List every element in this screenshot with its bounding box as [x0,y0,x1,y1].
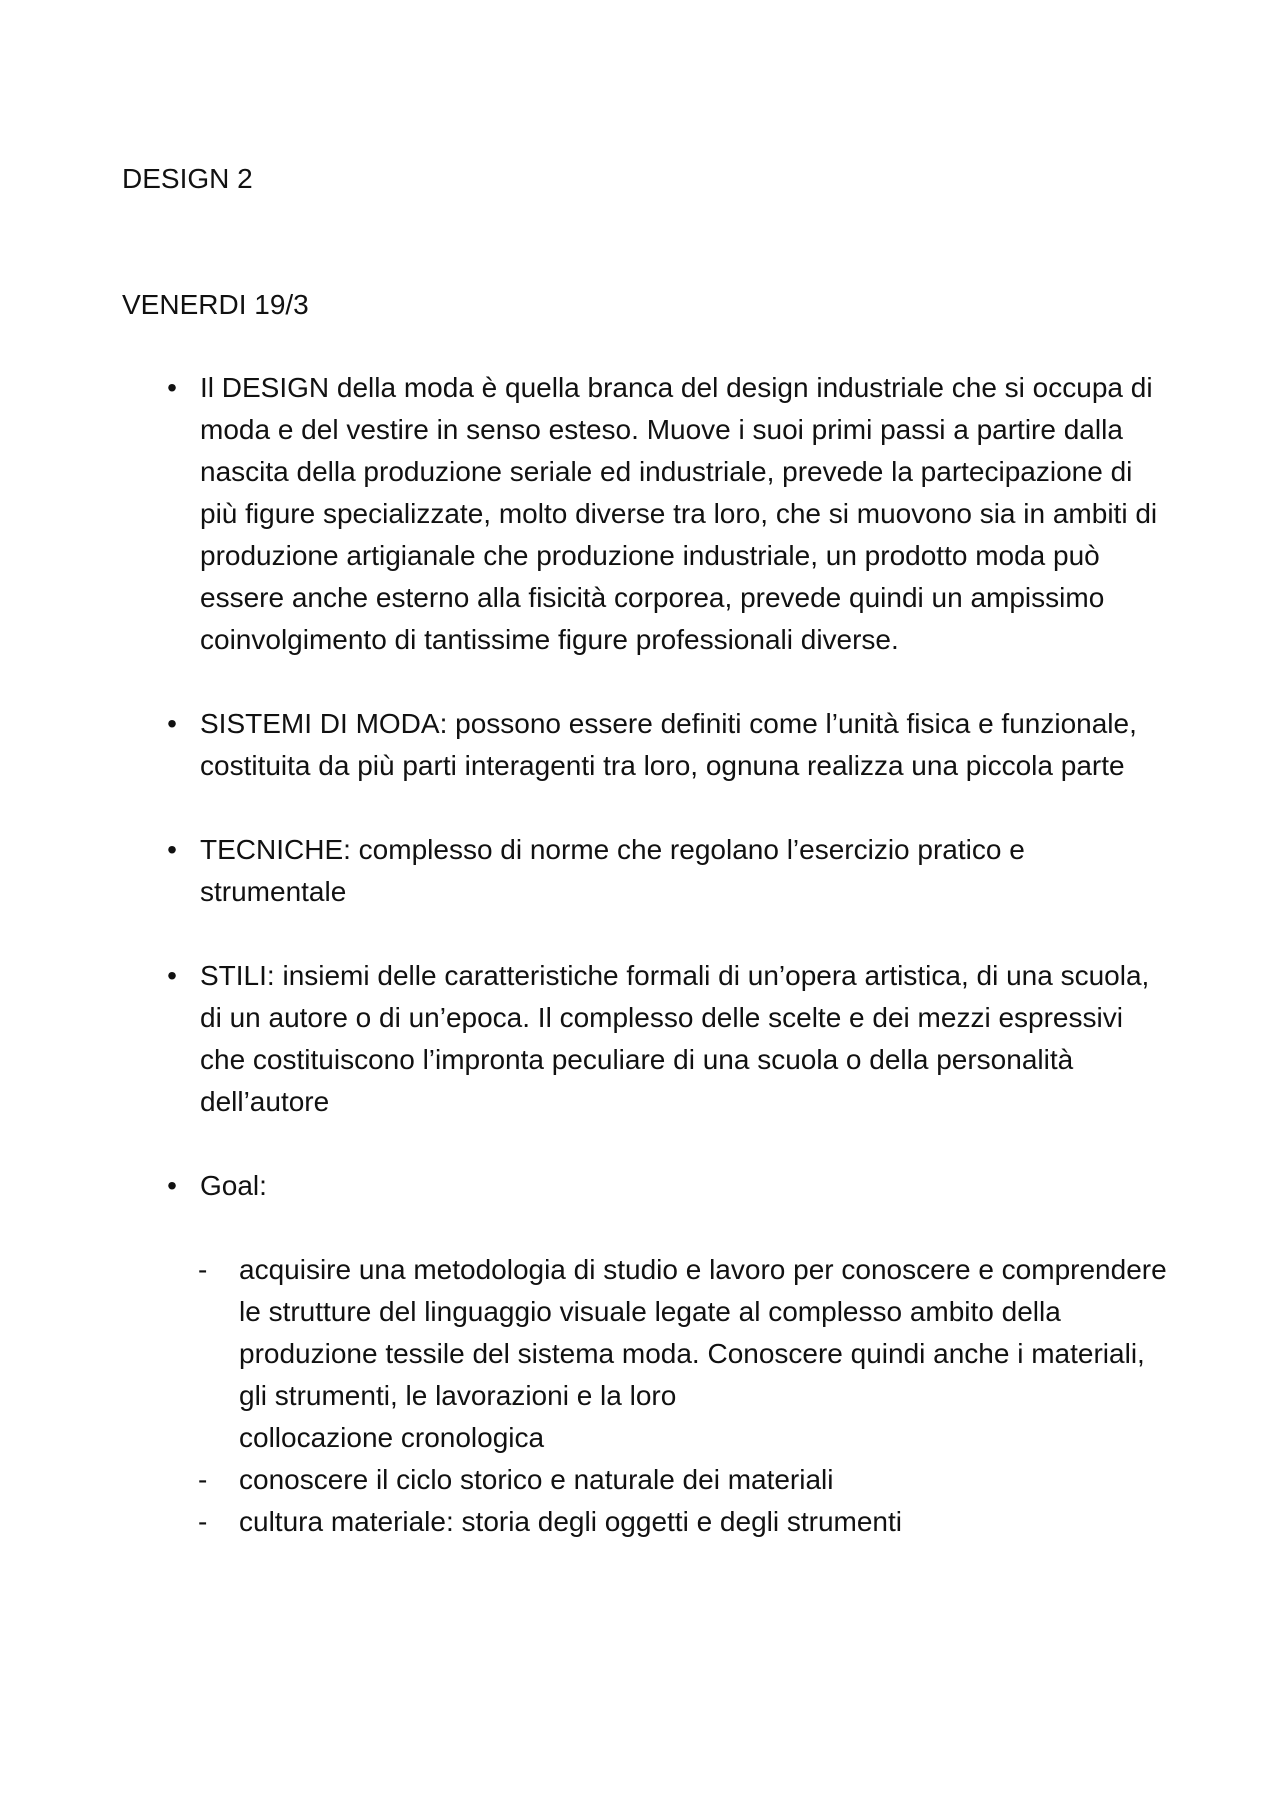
bullet-item-design-moda [160,367,1170,661]
bullet-item-goal [160,1165,1170,1207]
bullet-item-stili [160,955,1170,1123]
bullet-text: Goal: [200,1170,267,1201]
goal-item-text: acquisire una metodologia di studio e lavoro per conoscere e comprendere le strutture del linguaggio visuale legate al complesso ambito della produzione tessile del sistema moda. Conoscere quindi anche i materiali, gli strumenti, le lavorazioni e la loro [239,1254,1167,1411]
bullet-icon: • [167,834,177,865]
bullet-text: STILI: insiemi delle caratteristiche formali di un’opera artistica, di una scuola, di un autore o di un’epoca. Il complesso delle scelte e dei mezzi espressivi che costituiscono l’impronta peculiare di una scuola o della personalità dell’autore [200,960,1150,1117]
bullet-item-tecniche [160,829,1170,913]
goal-item-text: conoscere il ciclo storico e naturale dei materiali [239,1464,834,1495]
dash-icon: - [198,1506,208,1537]
goal-item-text-continuation: collocazione cronologica [239,1422,545,1453]
goal-item-ciclo-storico [160,1459,1170,1501]
dash-icon: - [198,1464,208,1495]
bullet-text: TECNICHE: complesso di norme che regolano l’esercizio pratico e strumentale [200,834,1025,907]
bullet-item-sistemi-di-moda [160,703,1170,787]
bullet-text: Il DESIGN della moda è quella branca del design industriale che si occupa di moda e del vestire in senso esteso. Muove i suoi primi passi a partire dalla nascita della produzione seriale ed industriale, prevede la partecipazione di più figure specializzate, molto diverse tra loro, che si muovono sia in ambiti di produzione artigianale che produzione industriale, un prodotto moda può essere anche esterno alla fisicità corporea, prevede quindi un ampissimo coinvolgimento di tantissime figure professionali diverse. [200,372,1158,655]
bullet-icon: • [167,960,177,991]
bullet-icon: • [167,372,177,403]
dash-icon: - [198,1254,208,1285]
goal-item-metodologia [160,1249,1170,1459]
lesson-date: VENERDI 19/3 [122,289,309,320]
bullet-icon: • [167,708,177,739]
bullet-icon: • [167,1170,177,1201]
goal-list [160,1249,1170,1543]
document-title: DESIGN 2 [122,163,253,194]
bullet-text: SISTEMI DI MODA: possono essere definiti come l’unità fisica e funzionale, costituita da più parti interagenti tra loro, ognuna realizza una piccola parte [200,708,1137,781]
goal-item-cultura-materiale [160,1501,1170,1543]
notes-content [160,367,1170,1543]
goal-item-text: cultura materiale: storia degli oggetti e degli strumenti [239,1506,903,1537]
